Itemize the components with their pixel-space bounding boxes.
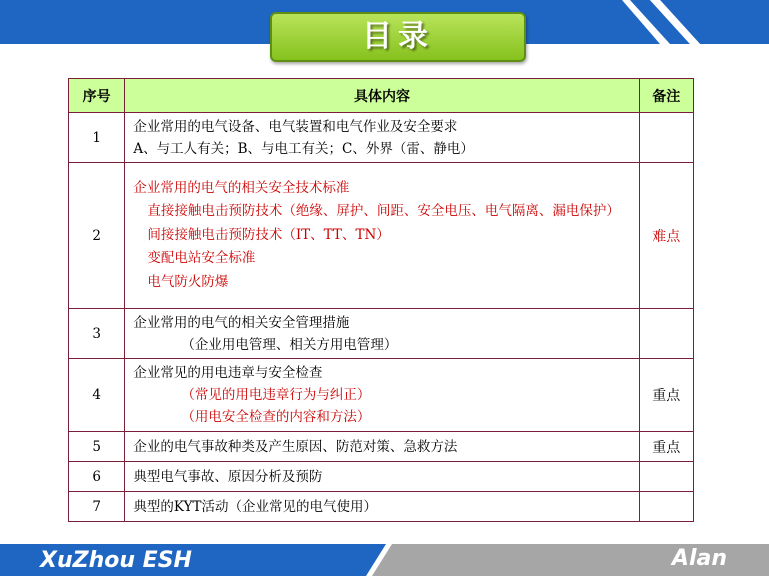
header-num: 序号 [69, 79, 125, 113]
table-row [69, 309, 694, 359]
content-line: 电气防火防爆 [147, 273, 229, 290]
row-num: 1 [69, 113, 125, 163]
content-line: 典型的KYT活动（企业常见的电气使用） [133, 498, 377, 515]
table-row [69, 113, 694, 163]
title-banner [270, 12, 526, 62]
row-num: 2 [69, 163, 125, 309]
row-content [125, 113, 639, 163]
table-header-row [69, 79, 694, 113]
footer-brand: XuZhou ESH [40, 548, 192, 573]
row-content [125, 492, 639, 522]
content-line: 企业常用的电气设备、电气装置和电气作业及安全要求 [133, 118, 458, 135]
row-note [639, 309, 693, 359]
row-note [639, 113, 693, 163]
content-line: （常见的用电违章行为与纠正） [181, 387, 371, 403]
content-line: 典型电气事故、原因分析及预防 [133, 468, 323, 485]
content-line: （企业用电管理、相关方用电管理） [181, 336, 398, 353]
content-line: 企业常用的电气的相关安全管理措施 [133, 314, 350, 331]
content-line: A、与工人有关；B、与电工有关；C、外界（雷、静电） [133, 140, 474, 157]
row-num: 5 [69, 432, 125, 462]
content-line: 企业常用的电气的相关安全技术标准 [133, 179, 350, 196]
row-content [125, 359, 639, 432]
table-row [69, 432, 694, 462]
row-note [639, 462, 693, 492]
header-content: 具体内容 [125, 79, 639, 113]
row-content [125, 462, 639, 492]
page-title: 目录 [362, 19, 434, 54]
row-num: 3 [69, 309, 125, 359]
header-note: 备注 [639, 79, 693, 113]
row-note: 重点 [639, 432, 693, 462]
content-line: 企业的电气事故种类及产生原因、防范对策、急救方法 [133, 438, 458, 455]
table-row [69, 359, 694, 432]
row-num: 4 [69, 359, 125, 432]
row-note: 难点 [639, 163, 693, 309]
row-num: 7 [69, 492, 125, 522]
content-line: 变配电站安全标准 [147, 250, 256, 267]
row-content [125, 309, 639, 359]
content-line: 企业常见的用电违章与安全检查 [133, 365, 323, 381]
row-content [125, 432, 639, 462]
row-note [639, 492, 693, 522]
contents-table [68, 78, 694, 522]
table-row [69, 163, 694, 309]
row-note: 重点 [639, 359, 693, 432]
content-line: （用电安全检查的内容和方法） [181, 409, 371, 425]
content-line: 直接接触电击预防技术（绝缘、屏护、间距、安全电压、电气隔离、漏电保护） [147, 203, 620, 220]
content-line: 间接接触电击预防技术（IT、TT、TN） [147, 226, 390, 243]
table-row [69, 492, 694, 522]
row-num: 6 [69, 462, 125, 492]
table-row [69, 462, 694, 492]
row-content [125, 163, 639, 309]
footer-author: Alan [671, 546, 727, 571]
